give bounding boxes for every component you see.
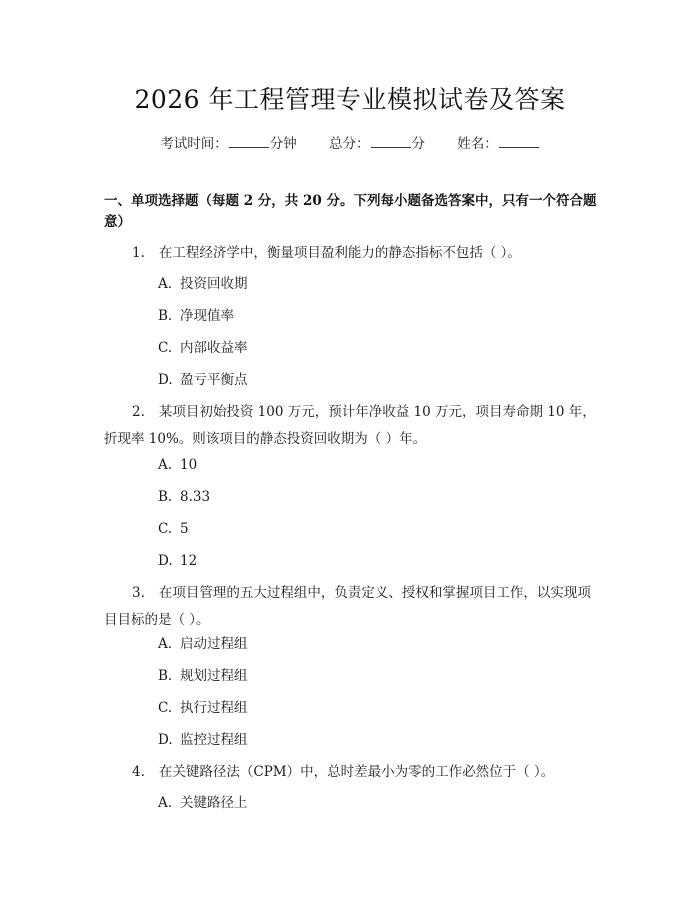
option-text: 启动过程组 xyxy=(180,636,248,652)
option-text: 执行过程组 xyxy=(180,700,248,716)
question-1-option-d xyxy=(158,371,248,389)
option-letter: C. xyxy=(158,521,173,537)
question-number: 1. xyxy=(132,245,145,261)
question-text: 在项目管理的五大过程组中，负责定义、授权和掌握项目工作，以实现项目目标的是（ ）。 xyxy=(104,585,591,628)
student-name-label: 姓名： xyxy=(457,136,498,152)
exam-time-field xyxy=(160,136,301,152)
exam-time-label: 考试时间： xyxy=(160,136,228,152)
question-number: 2. xyxy=(132,404,145,420)
question-3 xyxy=(104,580,601,634)
question-3-option-c xyxy=(158,699,248,717)
option-letter: A. xyxy=(158,795,173,811)
option-letter: A. xyxy=(158,457,173,473)
exam-time-blank xyxy=(229,135,269,148)
option-text: 关键路径上 xyxy=(180,795,248,811)
option-text: 投资回收期 xyxy=(180,276,248,292)
option-text: 10 xyxy=(180,457,198,473)
total-score-field xyxy=(329,136,429,152)
option-letter: C. xyxy=(158,700,173,716)
option-text: 内部收益率 xyxy=(180,340,248,356)
option-letter: B. xyxy=(158,489,173,505)
question-2-option-a xyxy=(158,456,197,474)
question-4 xyxy=(104,759,601,786)
option-text: 净现值率 xyxy=(180,308,234,324)
option-letter: B. xyxy=(158,668,173,684)
section-heading: 一、单项选择题（每题 2 分，共 20 分。下列每小题备选答案中，只有一个符合题意） xyxy=(104,193,597,230)
question-1-option-c xyxy=(158,339,248,357)
question-3-option-b xyxy=(158,667,248,685)
question-1-option-a xyxy=(158,275,248,293)
option-letter: B. xyxy=(158,308,173,324)
exam-time-unit: 分钟 xyxy=(269,136,297,152)
question-3-option-d xyxy=(158,731,248,749)
question-3-option-a xyxy=(158,635,248,653)
student-name-field xyxy=(457,136,540,152)
question-2 xyxy=(104,399,601,453)
option-letter: A. xyxy=(158,276,173,292)
question-number: 4. xyxy=(132,764,145,780)
question-2-option-b xyxy=(158,488,210,506)
question-text: 某项目初始投资 100 万元，预计年净收益 10 万元，项目寿命期 10 年，折现率 10%。则该项目的静态投资回收期为（ ）年。 xyxy=(104,404,596,447)
total-score-label: 总分： xyxy=(329,136,370,152)
question-number: 3. xyxy=(132,585,145,601)
option-text: 监控过程组 xyxy=(180,732,248,748)
question-1-option-b xyxy=(158,307,234,325)
student-name-blank xyxy=(499,135,539,148)
question-4-option-a xyxy=(158,794,248,812)
option-text: 5 xyxy=(180,521,189,537)
question-1 xyxy=(104,240,601,267)
exam-title: 2026 年工程管理专业模拟试卷及答案 xyxy=(134,85,566,114)
question-text: 在工程经济学中，衡量项目盈利能力的静态指标不包括（ ）。 xyxy=(158,245,521,261)
question-2-option-d xyxy=(158,552,197,570)
question-2-option-c xyxy=(158,520,189,538)
total-score-unit: 分 xyxy=(411,136,425,152)
question-text: 在关键路径法（CPM）中，总时差最小为零的工作必然位于（ ）。 xyxy=(158,764,555,780)
option-text: 规划过程组 xyxy=(180,668,248,684)
option-text: 8.33 xyxy=(180,489,211,505)
option-letter: D. xyxy=(158,732,173,748)
option-letter: C. xyxy=(158,340,173,356)
option-letter: D. xyxy=(158,372,173,388)
option-letter: A. xyxy=(158,636,173,652)
option-text: 盈亏平衡点 xyxy=(180,372,248,388)
exam-meta-line xyxy=(0,132,700,152)
total-score-blank xyxy=(371,135,411,148)
option-letter: D. xyxy=(158,553,173,569)
option-text: 12 xyxy=(180,553,198,569)
